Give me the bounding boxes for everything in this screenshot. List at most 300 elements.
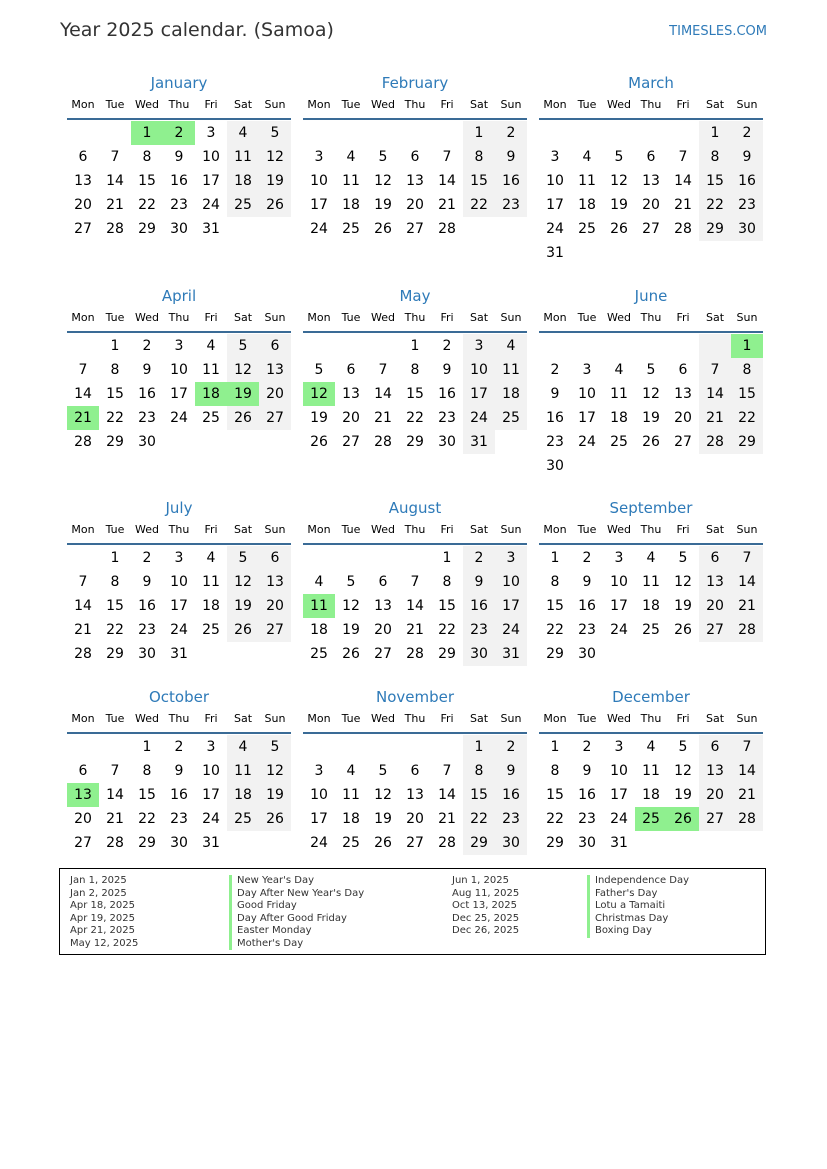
day-cell: 8 xyxy=(410,362,420,378)
month-april xyxy=(67,286,291,454)
day-cell: 20 xyxy=(699,594,731,618)
day-cell: 22 xyxy=(546,622,564,638)
day-cell: 13 xyxy=(259,358,291,382)
header-rule xyxy=(303,118,527,120)
day-cell: 16 xyxy=(170,173,188,189)
day-cell: 15 xyxy=(438,598,456,614)
day-cell: 5 xyxy=(614,149,624,165)
day-cell: 2 xyxy=(442,338,452,354)
empty-cell xyxy=(731,241,763,265)
day-cell: 28 xyxy=(438,221,456,237)
month-name: March xyxy=(628,74,674,92)
weekday-label: Tue xyxy=(577,98,597,111)
weekday-label: Tue xyxy=(105,98,125,111)
day-cell: 2 xyxy=(495,735,527,759)
day-cell: 3 xyxy=(614,550,624,566)
day-cell: 8 xyxy=(463,145,495,169)
holiday-day-cell: 12 xyxy=(303,382,335,406)
legend-date: Apr 19, 2025 xyxy=(70,912,136,924)
day-cell: 13 xyxy=(74,173,92,189)
day-cell: 11 xyxy=(642,574,660,590)
day-cell: 1 xyxy=(550,550,560,566)
day-cell: 1 xyxy=(463,735,495,759)
day-cell: 22 xyxy=(731,406,763,430)
weekday-label: Fri xyxy=(204,712,218,725)
weekday-header xyxy=(539,712,763,729)
day-cell: 19 xyxy=(374,811,392,827)
weekday-label: Wed xyxy=(371,98,395,111)
weekday-header xyxy=(67,712,291,729)
weekday-label: Sat xyxy=(469,523,489,536)
month-may xyxy=(303,286,527,454)
holiday-day-cell: 25 xyxy=(635,807,667,831)
weekday-label: Thu xyxy=(404,712,426,725)
day-cell: 26 xyxy=(259,807,291,831)
empty-cell xyxy=(463,217,495,241)
weekday-label: Fri xyxy=(440,712,454,725)
day-cell: 11 xyxy=(495,358,527,382)
day-cell: 10 xyxy=(202,763,220,779)
day-cell: 14 xyxy=(74,386,92,402)
day-cell: 5 xyxy=(259,121,291,145)
empty-cell xyxy=(635,642,667,666)
day-cell: 30 xyxy=(546,458,564,474)
day-cell: 25 xyxy=(202,622,220,638)
day-cell: 23 xyxy=(170,811,188,827)
weekday-label: Sat xyxy=(233,98,253,111)
day-cell: 11 xyxy=(610,386,628,402)
day-cell: 6 xyxy=(646,149,656,165)
day-cell: 17 xyxy=(202,173,220,189)
site-link[interactable]: TIMESLES.COM xyxy=(669,24,767,39)
weekday-label: Tue xyxy=(341,311,361,324)
day-cell: 21 xyxy=(406,622,424,638)
empty-cell xyxy=(699,831,731,855)
weekday-label: Sat xyxy=(469,712,489,725)
day-cell: 15 xyxy=(463,169,495,193)
weekday-label: Sun xyxy=(736,98,758,111)
weekday-label: Thu xyxy=(404,523,426,536)
day-grid xyxy=(303,546,527,666)
day-cell: 23 xyxy=(463,618,495,642)
empty-cell xyxy=(603,121,635,145)
day-cell: 6 xyxy=(699,546,731,570)
day-cell: 1 xyxy=(110,550,120,566)
weekday-label: Mon xyxy=(543,311,567,324)
day-cell: 2 xyxy=(582,739,592,755)
day-cell: 27 xyxy=(342,434,360,450)
day-cell: 6 xyxy=(378,574,388,590)
day-cell: 23 xyxy=(578,811,596,827)
day-cell: 31 xyxy=(610,835,628,851)
weekday-label: Fri xyxy=(440,523,454,536)
day-cell: 14 xyxy=(74,598,92,614)
day-cell: 17 xyxy=(578,410,596,426)
day-cell: 11 xyxy=(342,173,360,189)
day-cell: 12 xyxy=(259,759,291,783)
day-cell: 3 xyxy=(550,149,560,165)
day-cell: 15 xyxy=(546,598,564,614)
empty-cell xyxy=(667,241,699,265)
header-rule xyxy=(67,732,291,734)
empty-cell xyxy=(635,241,667,265)
day-cell: 10 xyxy=(310,787,328,803)
weekday-label: Fri xyxy=(440,98,454,111)
weekday-label: Sun xyxy=(264,98,286,111)
legend-date: Dec 25, 2025 xyxy=(452,912,520,924)
day-cell: 6 xyxy=(410,149,420,165)
holiday-day-cell: 2 xyxy=(163,121,195,145)
empty-cell xyxy=(571,241,603,265)
empty-cell xyxy=(67,546,99,570)
empty-cell xyxy=(227,217,259,241)
weekday-label: Tue xyxy=(105,523,125,536)
empty-cell xyxy=(667,121,699,145)
weekday-label: Thu xyxy=(640,712,662,725)
day-grid xyxy=(303,735,527,855)
day-cell: 15 xyxy=(138,173,156,189)
day-cell: 28 xyxy=(674,221,692,237)
day-cell: 2 xyxy=(142,550,152,566)
legend-date: May 12, 2025 xyxy=(70,937,139,949)
day-cell: 10 xyxy=(495,570,527,594)
day-cell: 14 xyxy=(674,173,692,189)
day-cell: 31 xyxy=(546,245,564,261)
day-cell: 22 xyxy=(406,410,424,426)
holiday-day-cell: 18 xyxy=(195,382,227,406)
empty-cell xyxy=(259,642,291,666)
day-cell: 18 xyxy=(227,169,259,193)
weekday-label: Sun xyxy=(500,712,522,725)
weekday-label: Tue xyxy=(341,523,361,536)
day-cell: 29 xyxy=(731,430,763,454)
day-cell: 8 xyxy=(550,574,560,590)
day-cell: 18 xyxy=(578,197,596,213)
day-cell: 10 xyxy=(310,173,328,189)
empty-cell xyxy=(367,121,399,145)
day-cell: 7 xyxy=(699,358,731,382)
day-cell: 29 xyxy=(138,221,156,237)
empty-cell xyxy=(667,642,699,666)
day-cell: 5 xyxy=(378,763,388,779)
day-cell: 20 xyxy=(259,382,291,406)
legend-date: Aug 11, 2025 xyxy=(452,887,520,899)
day-cell: 28 xyxy=(374,434,392,450)
holiday-day-cell: 1 xyxy=(131,121,163,145)
day-cell: 18 xyxy=(642,598,660,614)
month-name: December xyxy=(612,688,690,706)
day-cell: 4 xyxy=(227,735,259,759)
month-name: April xyxy=(161,287,197,305)
empty-cell xyxy=(367,334,399,358)
day-cell: 15 xyxy=(138,787,156,803)
day-cell: 26 xyxy=(674,622,692,638)
day-cell: 10 xyxy=(202,149,220,165)
weekday-label: Sun xyxy=(500,98,522,111)
weekday-label: Sat xyxy=(233,523,253,536)
day-cell: 27 xyxy=(406,835,424,851)
empty-cell xyxy=(227,430,259,454)
day-cell: 3 xyxy=(582,362,592,378)
empty-cell xyxy=(731,454,763,478)
day-cell: 23 xyxy=(731,193,763,217)
day-cell: 27 xyxy=(374,646,392,662)
legend-dates-left xyxy=(70,875,138,950)
day-cell: 12 xyxy=(374,787,392,803)
day-cell: 27 xyxy=(74,221,92,237)
empty-cell xyxy=(335,735,367,759)
day-cell: 28 xyxy=(106,835,124,851)
weekday-label: Tue xyxy=(341,712,361,725)
day-cell: 31 xyxy=(202,221,220,237)
day-cell: 28 xyxy=(699,430,731,454)
day-cell: 15 xyxy=(546,787,564,803)
day-cell: 14 xyxy=(731,570,763,594)
day-cell: 2 xyxy=(463,546,495,570)
day-cell: 5 xyxy=(259,735,291,759)
day-cell: 23 xyxy=(170,197,188,213)
empty-cell xyxy=(259,430,291,454)
empty-cell xyxy=(163,430,195,454)
day-cell: 6 xyxy=(259,334,291,358)
day-cell: 22 xyxy=(138,811,156,827)
day-cell: 5 xyxy=(227,546,259,570)
day-cell: 14 xyxy=(406,598,424,614)
day-cell: 22 xyxy=(546,811,564,827)
day-cell: 30 xyxy=(495,831,527,855)
day-cell: 26 xyxy=(227,618,259,642)
day-cell: 24 xyxy=(578,434,596,450)
day-cell: 16 xyxy=(578,598,596,614)
day-cell: 19 xyxy=(259,169,291,193)
day-cell: 19 xyxy=(610,197,628,213)
day-cell: 4 xyxy=(206,550,216,566)
day-cell: 14 xyxy=(106,173,124,189)
day-cell: 21 xyxy=(438,197,456,213)
day-cell: 19 xyxy=(674,787,692,803)
day-cell: 9 xyxy=(582,574,592,590)
empty-cell xyxy=(67,334,99,358)
day-cell: 12 xyxy=(374,173,392,189)
day-cell: 4 xyxy=(495,334,527,358)
weekday-label: Sun xyxy=(264,712,286,725)
day-cell: 16 xyxy=(495,169,527,193)
month-name: November xyxy=(375,688,455,706)
legend-date: Oct 13, 2025 xyxy=(452,900,517,911)
day-cell: 20 xyxy=(642,197,660,213)
day-cell: 29 xyxy=(106,434,124,450)
day-cell: 11 xyxy=(227,145,259,169)
day-cell: 6 xyxy=(699,735,731,759)
weekday-label: Mon xyxy=(307,523,331,536)
day-cell: 18 xyxy=(342,197,360,213)
empty-cell xyxy=(699,642,731,666)
holiday-day-cell: 19 xyxy=(227,382,259,406)
day-cell: 12 xyxy=(259,145,291,169)
day-cell: 23 xyxy=(578,622,596,638)
month-december xyxy=(539,687,763,855)
day-cell: 28 xyxy=(74,646,92,662)
day-cell: 5 xyxy=(227,334,259,358)
day-cell: 9 xyxy=(495,759,527,783)
day-cell: 17 xyxy=(546,197,564,213)
header-rule xyxy=(539,543,763,545)
weekday-header xyxy=(539,523,763,540)
day-cell: 18 xyxy=(642,787,660,803)
day-cell: 27 xyxy=(642,221,660,237)
weekday-label: Fri xyxy=(676,523,690,536)
day-cell: 4 xyxy=(614,362,624,378)
day-cell: 30 xyxy=(138,646,156,662)
day-cell: 2 xyxy=(550,362,560,378)
month-name: September xyxy=(609,499,693,517)
empty-cell xyxy=(303,735,335,759)
day-cell: 2 xyxy=(174,739,184,755)
weekday-label: Thu xyxy=(168,712,190,725)
month-name: January xyxy=(150,74,208,92)
day-cell: 17 xyxy=(463,382,495,406)
day-cell: 26 xyxy=(310,434,328,450)
month-february xyxy=(303,73,527,241)
day-cell: 12 xyxy=(642,386,660,402)
day-cell: 25 xyxy=(310,646,328,662)
day-cell: 29 xyxy=(106,646,124,662)
day-cell: 4 xyxy=(582,149,592,165)
day-cell: 4 xyxy=(646,550,656,566)
day-cell: 19 xyxy=(642,410,660,426)
day-cell: 3 xyxy=(495,546,527,570)
day-cell: 29 xyxy=(463,831,495,855)
day-cell: 31 xyxy=(495,642,527,666)
day-cell: 18 xyxy=(495,382,527,406)
day-cell: 18 xyxy=(227,783,259,807)
weekday-label: Wed xyxy=(371,523,395,536)
day-cell: 20 xyxy=(406,197,424,213)
day-cell: 16 xyxy=(731,169,763,193)
day-cell: 26 xyxy=(227,406,259,430)
day-cell: 25 xyxy=(202,410,220,426)
legend-names-right xyxy=(587,875,689,938)
month-january xyxy=(67,73,291,241)
day-cell: 9 xyxy=(442,362,452,378)
day-cell: 2 xyxy=(731,121,763,145)
empty-cell xyxy=(99,735,131,759)
day-cell: 6 xyxy=(78,763,88,779)
day-cell: 25 xyxy=(610,434,628,450)
day-cell: 25 xyxy=(342,221,360,237)
empty-cell xyxy=(227,831,259,855)
empty-cell xyxy=(571,121,603,145)
day-cell: 2 xyxy=(142,338,152,354)
day-cell: 8 xyxy=(442,574,452,590)
day-cell: 1 xyxy=(442,550,452,566)
legend-holiday-name: Lotu a Tamaiti xyxy=(587,900,689,913)
month-name: July xyxy=(165,499,193,517)
empty-cell xyxy=(667,334,699,358)
weekday-label: Thu xyxy=(168,311,190,324)
legend-holiday-name: Independence Day xyxy=(587,875,689,888)
day-cell: 27 xyxy=(699,618,731,642)
day-cell: 28 xyxy=(438,835,456,851)
day-cell: 13 xyxy=(406,787,424,803)
empty-cell xyxy=(259,217,291,241)
empty-cell xyxy=(539,121,571,145)
day-cell: 21 xyxy=(438,811,456,827)
day-cell: 19 xyxy=(342,622,360,638)
day-cell: 15 xyxy=(106,598,124,614)
day-cell: 6 xyxy=(678,362,688,378)
day-cell: 23 xyxy=(495,193,527,217)
empty-cell xyxy=(635,334,667,358)
day-cell: 20 xyxy=(74,811,92,827)
day-cell: 12 xyxy=(610,173,628,189)
day-cell: 4 xyxy=(227,121,259,145)
day-cell: 13 xyxy=(642,173,660,189)
month-june xyxy=(539,286,763,478)
day-cell: 21 xyxy=(74,622,92,638)
month-november xyxy=(303,687,527,855)
weekday-header xyxy=(67,311,291,328)
day-cell: 9 xyxy=(174,149,184,165)
empty-cell xyxy=(603,454,635,478)
day-cell: 16 xyxy=(495,783,527,807)
day-cell: 19 xyxy=(310,410,328,426)
empty-cell xyxy=(635,454,667,478)
day-cell: 11 xyxy=(202,362,220,378)
day-grid xyxy=(303,334,527,454)
day-cell: 11 xyxy=(578,173,596,189)
weekday-label: Sun xyxy=(264,311,286,324)
day-cell: 15 xyxy=(406,386,424,402)
day-cell: 13 xyxy=(342,386,360,402)
weekday-label: Wed xyxy=(135,523,159,536)
month-name: August xyxy=(388,499,442,517)
day-cell: 25 xyxy=(227,807,259,831)
header-rule xyxy=(539,732,763,734)
day-cell: 17 xyxy=(170,386,188,402)
weekday-label: Fri xyxy=(204,523,218,536)
day-cell: 11 xyxy=(642,763,660,779)
month-september xyxy=(539,498,763,666)
day-cell: 20 xyxy=(406,811,424,827)
empty-cell xyxy=(399,546,431,570)
day-cell: 12 xyxy=(674,763,692,779)
day-cell: 1 xyxy=(110,338,120,354)
day-cell: 17 xyxy=(170,598,188,614)
legend-holiday-name: Good Friday xyxy=(229,900,364,913)
day-cell: 29 xyxy=(546,835,564,851)
day-cell: 18 xyxy=(310,622,328,638)
weekday-label: Sun xyxy=(264,523,286,536)
weekday-header xyxy=(67,98,291,115)
day-cell: 30 xyxy=(578,835,596,851)
header-rule xyxy=(539,118,763,120)
day-cell: 14 xyxy=(438,787,456,803)
day-cell: 27 xyxy=(699,807,731,831)
day-cell: 10 xyxy=(463,358,495,382)
weekday-label: Fri xyxy=(204,98,218,111)
weekday-label: Mon xyxy=(543,712,567,725)
day-cell: 8 xyxy=(550,763,560,779)
legend-holiday-name: Father's Day xyxy=(587,888,689,901)
empty-cell xyxy=(335,121,367,145)
legend-date: Jan 2, 2025 xyxy=(70,887,127,899)
day-cell: 27 xyxy=(74,835,92,851)
weekday-label: Tue xyxy=(341,98,361,111)
day-cell: 21 xyxy=(731,783,763,807)
weekday-label: Thu xyxy=(168,98,190,111)
day-cell: 9 xyxy=(582,763,592,779)
